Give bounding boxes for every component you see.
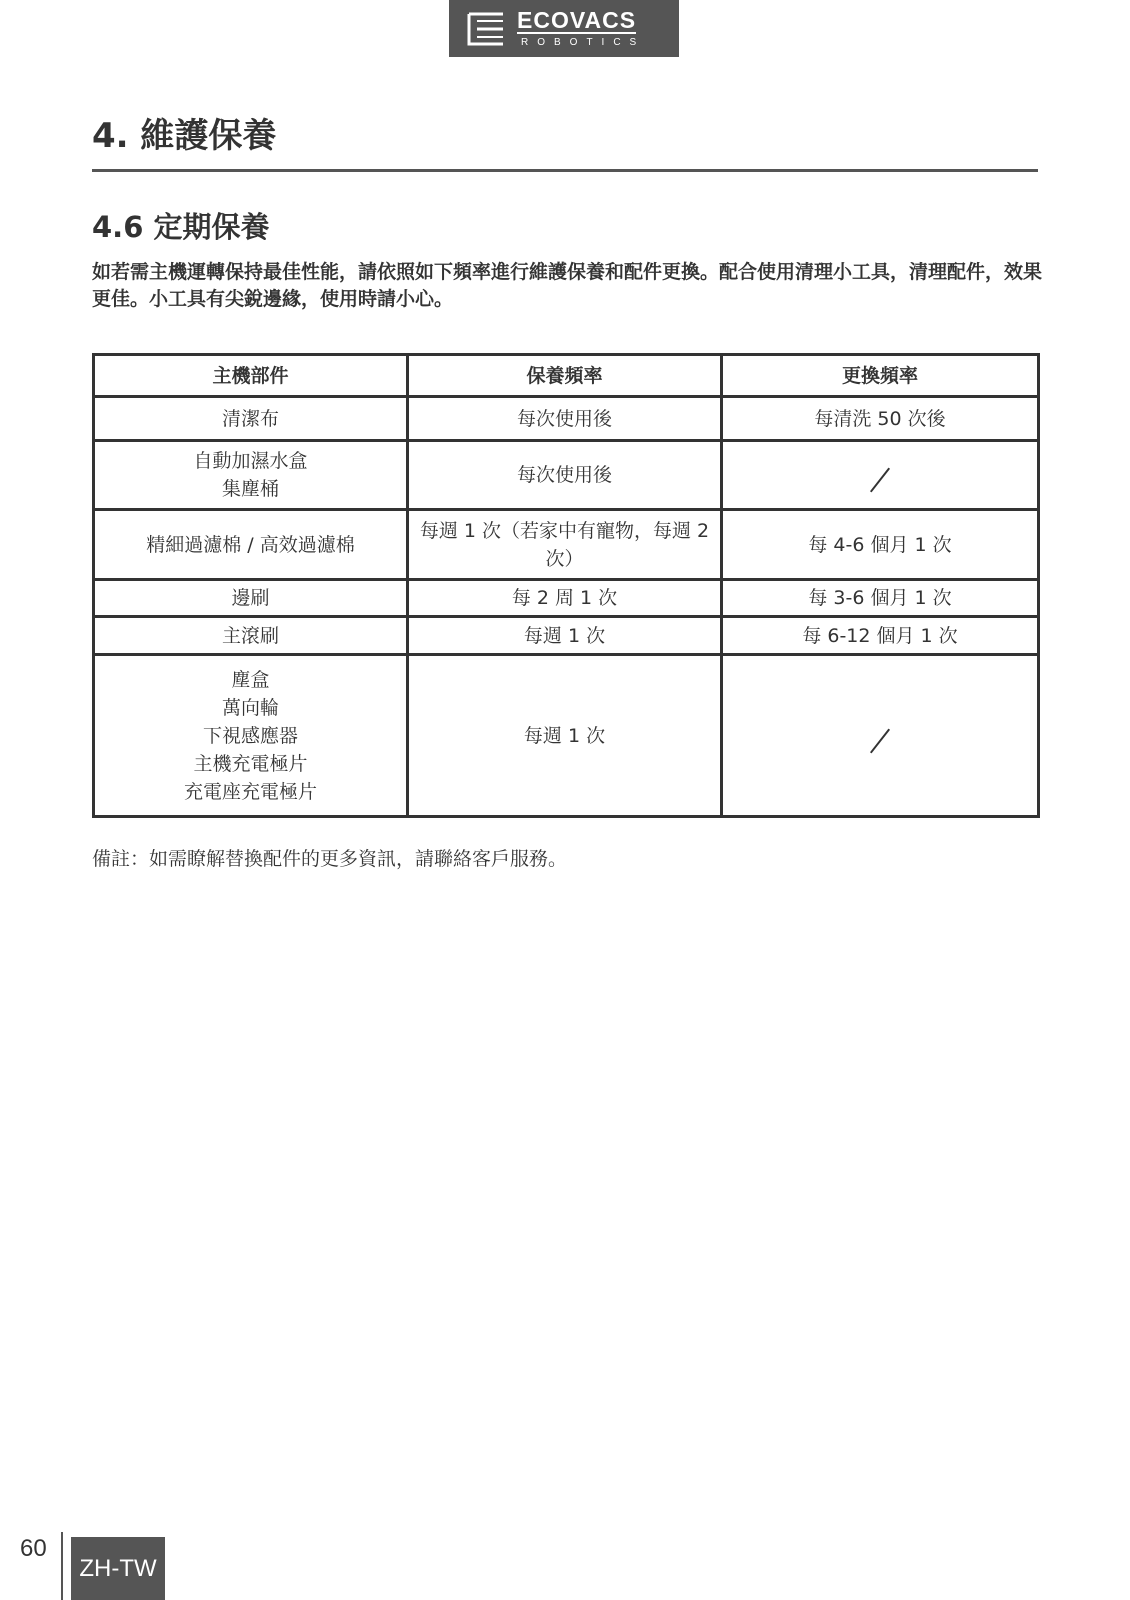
part-name: 下視感應器 [202, 724, 298, 747]
maintenance-cell: 每 2 周 1 次 [408, 580, 722, 617]
part-cell [94, 617, 408, 655]
page-number: 60 [20, 1535, 47, 1562]
table-row [94, 397, 1039, 441]
header-maintenance: 保養頻率 [408, 355, 722, 397]
not-applicable-slash [870, 728, 890, 753]
table-row [94, 580, 1039, 617]
replacement-cell: 每 4-6 個月 1 次 [722, 510, 1039, 580]
not-applicable-slash [870, 468, 890, 493]
chapter-title: 4. 維護保養 [92, 116, 277, 156]
maintenance-cell: 每次使用後 [408, 441, 722, 510]
table-header-row [94, 355, 1039, 397]
part-name: 主機充電極片 [193, 752, 308, 775]
ecovacs-logo [449, 0, 679, 57]
part-cell [94, 397, 408, 441]
replacement-cell [722, 655, 1039, 817]
replacement-cell: 每清洗 50 次後 [722, 397, 1039, 441]
intro-paragraph: 如若需主機運轉保持最佳性能，請依照如下頻率進行維護保養和配件更換。配合使用清理小工具，清理配件，效果更佳。小工具有尖銳邊緣，使用時請小心。 [92, 261, 1043, 310]
part-name: 集塵桶 [221, 478, 279, 500]
maintenance-cell: 每次使用後 [408, 397, 722, 441]
replacement-cell: 每 6-12 個月 1 次 [722, 617, 1039, 655]
footer-divider [61, 1532, 63, 1600]
table-row [94, 510, 1039, 580]
part-name: 塵盒 [231, 668, 270, 691]
part-name: 充電座充電極片 [183, 780, 317, 803]
part-name: 萬向輪 [221, 696, 279, 719]
part-cell [94, 580, 408, 617]
table-row [94, 655, 1039, 817]
footnote: 備註：如需瞭解替換配件的更多資訊，請聯絡客戶服務。 [92, 848, 568, 870]
title-divider [92, 169, 1038, 172]
part-name: 精細過濾棉 / 高效過濾棉 [146, 533, 355, 556]
part-name: 主滾刷 [221, 624, 279, 647]
header-replacement: 更換頻率 [722, 355, 1039, 397]
part-cell [94, 510, 408, 580]
part-cell [94, 441, 408, 510]
maintenance-table [92, 353, 1040, 818]
maintenance-cell: 每週 1 次 [408, 655, 722, 817]
brand-subtitle: ROBOTICS [521, 37, 646, 48]
section-title: 4.6 定期保養 [92, 210, 270, 244]
part-name: 邊刷 [231, 587, 270, 609]
header-parts: 主機部件 [94, 355, 408, 397]
language-badge: ZH-TW [71, 1537, 165, 1600]
part-name: 清潔布 [221, 407, 279, 430]
part-cell [94, 655, 408, 817]
brand-name: ECOVACS [517, 7, 637, 33]
replacement-cell: 每 3-6 個月 1 次 [722, 580, 1039, 617]
maintenance-cell: 每週 1 次 [408, 617, 722, 655]
part-name: 自動加濕水盒 [193, 450, 308, 472]
maintenance-cell: 每週 1 次（若家中有寵物，每週 2 次） [408, 510, 722, 580]
table-row [94, 441, 1039, 510]
ecovacs-e-icon [467, 12, 505, 46]
replacement-cell [722, 441, 1039, 510]
table-row [94, 617, 1039, 655]
